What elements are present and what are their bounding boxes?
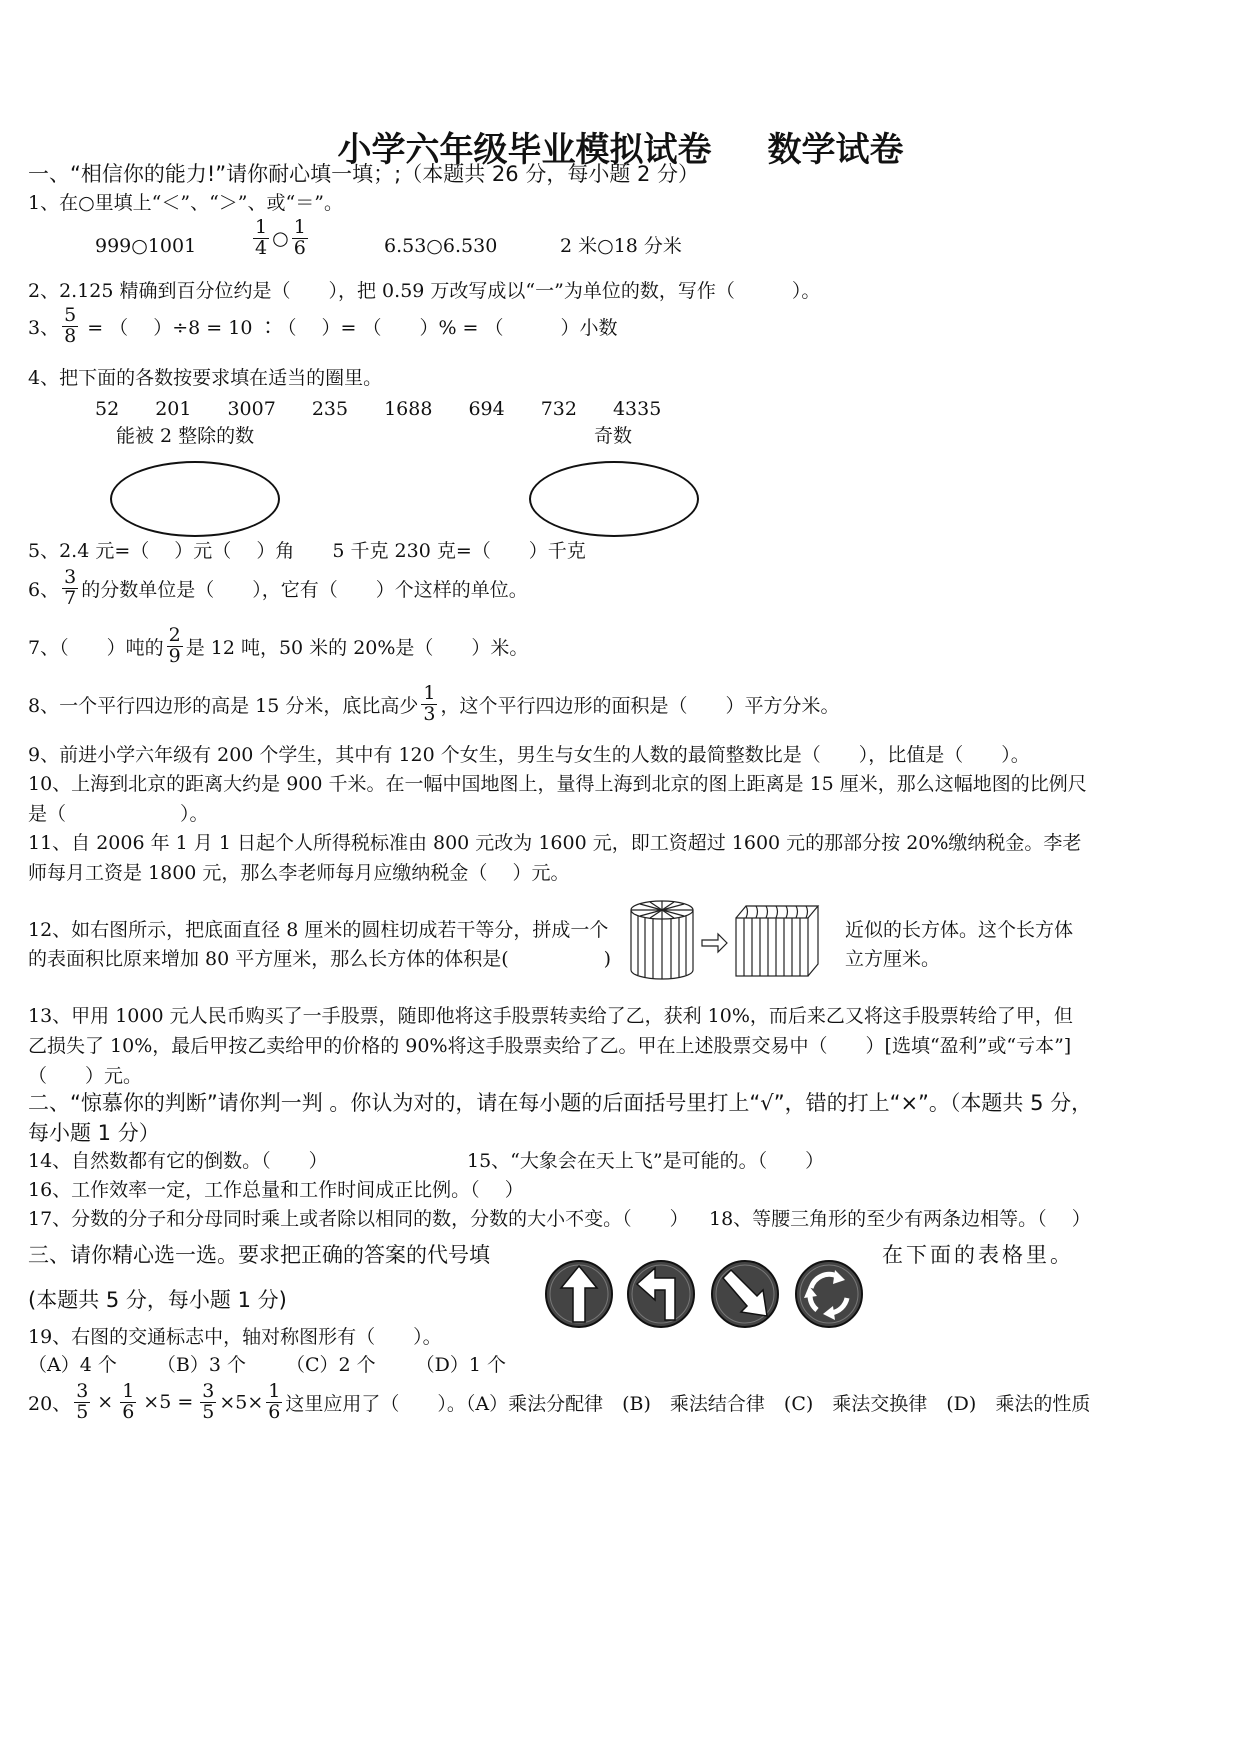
fraction-3-7: $\frac{3}{7}$ <box>64 566 77 609</box>
even-numbers-circle <box>110 461 280 537</box>
fraction-1-3: $\frac{1}{3}$ <box>423 682 436 725</box>
q14: 14、自然数都有它的倒数。（ ） <box>28 1150 328 1172</box>
q6: 6、 $\frac{3}{7}$ 的分数单位是（ ），它有（ ）个这样的单位。 <box>28 566 528 609</box>
q4-numbers: 52 201 3007 235 1688 694 732 4335 <box>95 398 662 420</box>
q13: 13、甲用 1000 元人民币购买了一手股票，随即他将这手股票转卖给了乙，获利 10%，而后来乙又将这手股票转给了甲，但乙损失了 10%，最后甲按乙卖给甲的价格的 90%将这手股票卖给了乙。甲在上述股票交易中（ ）[选填“盈利”或“亏本”]（ ）元。 <box>28 1005 1073 1087</box>
q4-label-even: 能被 2 整除的数 <box>116 425 255 447</box>
q5: 5、2.4 元=（ ）元（ ）角 5 千克 230 克=（ ）千克 <box>28 540 586 562</box>
section1-heading: 一、“相信你的能力!”请你耐心填一填；;（本题共 26 分，每小题 2 分） <box>28 162 700 186</box>
q19-options: （A）4 个 （B）3 个 （C）2 个 （D）1 个 <box>28 1354 506 1376</box>
q12-line2: 的表面积比原来增加 80 平方厘米，那么长方体的体积是( ) <box>28 948 612 970</box>
q2: 2、2.125 精确到百分位约是（ ），把 0.59 万改写成以“一”为单位的数，写作（ ）。 <box>28 280 821 302</box>
q9: 9、前进小学六年级有 200 个学生，其中有 120 个女生，男生与女生的人数的最简整数比是（ ），比值是（ ）。 <box>28 744 1030 766</box>
section3-heading-left: 三、请你精心选一选。要求把正确的答案的代号填 <box>28 1243 490 1267</box>
q17: 17、分数的分子和分母同时乘上或者除以相同的数，分数的大小不变。（ ） <box>28 1208 689 1230</box>
odd-numbers-circle <box>529 461 699 537</box>
q15: 15、“大象会在天上飞”是可能的。（ ） <box>467 1150 825 1172</box>
title-part2: 数学试卷 <box>767 130 904 170</box>
q1-fraction-compare: $\frac{1}{4}$ ○ $\frac{1}{6}$ <box>255 216 306 259</box>
fraction-1-6-a: $\frac{1}{6}$ <box>122 1380 135 1423</box>
cylinder-to-cuboid-figure <box>628 896 828 982</box>
section3-heading-right: 在下面的表格里。 <box>882 1243 1074 1267</box>
fraction-3-5-b: $\frac{3}{5}$ <box>202 1380 215 1423</box>
q19: 19、右图的交通标志中，轴对称图形有（ ）。 <box>28 1326 442 1348</box>
q1-a: 999○1001 <box>95 235 197 257</box>
fraction-1-6-b: $\frac{1}{6}$ <box>268 1380 281 1423</box>
fraction-1-6: $\frac{1}{6}$ <box>293 216 306 259</box>
left-turn-arrow-sign-icon <box>628 1261 694 1327</box>
q16: 16、工作效率一定，工作总量和工作时间成正比例。（ ） <box>28 1179 524 1201</box>
q10: 10、上海到北京的距离大约是 900 千米。在一幅中国地图上，量得上海到北京的图上距离是 15 厘米，那么这幅地图的比例尺是（ ）。 <box>28 773 1087 825</box>
fraction-2-9: $\frac{2}{9}$ <box>168 624 181 667</box>
q4-label-odd: 奇数 <box>594 425 633 447</box>
title-part1: 小学六年级毕业模拟试卷 <box>337 130 712 170</box>
q7: 7、（ ）吨的 $\frac{2}{9}$ 是 12 吨，50 米的 20%是（ ）米。 <box>28 624 529 667</box>
traffic-signs <box>545 1258 865 1330</box>
q11: 11、自 2006 年 1 月 1 日起个人所得税标准由 800 元改为 1600 元，即工资超过 1600 元的那部分按 20%缴纳税金。李老师每月工资是 1800 元，那么李老师每月应缴纳税金（ ）元。 <box>28 832 1082 884</box>
roundabout-sign-icon <box>796 1261 862 1327</box>
fraction-5-8: $\frac{5}{8}$ <box>64 304 77 347</box>
q12-line1: 12、如右图所示，把底面直径 8 厘米的圆柱切成若干等分，拼成一个 <box>28 919 609 941</box>
q20: 20、 $\frac{3}{5}$ × $\frac{1}{6}$ ×5 = $\frac{3}{5}$ ×5× $\frac{1}{6}$ 这里应用了（ ）。（A）乘法分配律 (B) 乘法结合律 (C) 乘法交换律 (D) 乘法的性质 <box>28 1380 1091 1423</box>
q1-c: 6.53○6.530 <box>384 235 498 257</box>
fraction-1-4: $\frac{1}{4}$ <box>255 216 268 259</box>
q1-text: 1、在○里填上“＜”、“＞”、或“＝”。 <box>28 192 343 214</box>
fraction-3-5-a: $\frac{3}{5}$ <box>76 1380 89 1423</box>
q12-right1: 近似的长方体。这个长方体 <box>845 919 1074 941</box>
q3: 3、 $\frac{5}{8}$ = （ ）÷8 = 10 ∶（ ）= （ ）% = （ ）小数 <box>28 304 618 347</box>
section3-heading-line2: (本题共 5 分，每小题 1 分) <box>28 1288 287 1312</box>
q8: 8、一个平行四边形的高是 15 分米，底比高少 $\frac{1}{3}$ ，这个平行四边形的面积是（ ）平方分米。 <box>28 682 840 725</box>
q4-text: 4、把下面的各数按要求填在适当的圈里。 <box>28 367 383 389</box>
diagonal-arrow-sign-icon <box>712 1261 778 1327</box>
q12-right2: 立方厘米。 <box>845 948 941 970</box>
straight-arrow-sign-icon <box>546 1261 612 1327</box>
section2-heading: 二、“惊慕你的判断”请你判一判 。你认为对的，请在每小题的后面括号里打上“√”，错的打上“×”。（本题共 5 分，每小题 1 分） <box>28 1091 1093 1145</box>
q18: 18、等腰三角形的至少有两条边相等。（ ） <box>709 1208 1091 1230</box>
q1-d: 2 米○18 分米 <box>560 235 682 257</box>
